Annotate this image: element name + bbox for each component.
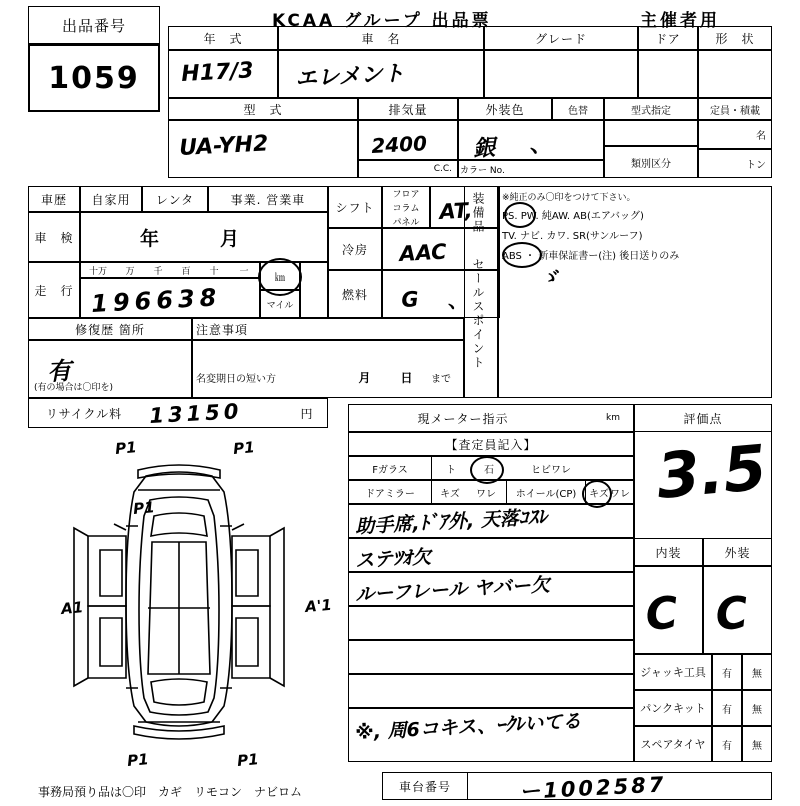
mileage-digit-0: 十万 xyxy=(88,266,107,277)
tool-yes-2: 有 xyxy=(722,740,732,752)
diagram-mark-3: A1 xyxy=(60,598,84,618)
row1-year-header-label: 年 式 xyxy=(203,31,243,46)
interior-label: 内装 xyxy=(655,545,682,560)
meter-note-1: ステﾂｵ欠 xyxy=(354,546,432,573)
ac-value: AAC xyxy=(398,239,448,266)
glass-opt-0: ト xyxy=(446,464,456,476)
row1-name-header-label: 車 名 xyxy=(361,31,401,46)
history-h2-label: 自家用 xyxy=(91,192,131,207)
lot-number-value: 1059 xyxy=(48,60,140,96)
mileage-digit-4: 十 xyxy=(209,266,219,277)
equipment-line-2: TV. ナビ. カワ. SR(サンルーフ) xyxy=(502,230,643,242)
grade-title: 評価点 xyxy=(683,411,723,426)
tool-label-1: パンクキット xyxy=(640,702,706,715)
note-line-6 xyxy=(348,674,634,708)
diagram-mark-5: P1 xyxy=(126,750,150,770)
tool-label-2: スペアタイヤ xyxy=(640,738,706,751)
shift-panel-label: パネル xyxy=(392,217,420,228)
history-h4-label: 事業. 営業車 xyxy=(230,192,306,207)
fuel-stroke: 、 xyxy=(448,288,468,312)
fuel-value: G xyxy=(400,287,420,312)
inspection-month-label: 月 xyxy=(219,227,240,250)
note-line-4 xyxy=(348,606,634,640)
model-value: UA-YH2 xyxy=(178,131,269,161)
mileage-digit-3: 百 xyxy=(181,266,191,277)
exterior-color-value: 銀 xyxy=(472,135,496,163)
lot-number-label: 出品番号 xyxy=(61,16,126,35)
capacity-ton-unit: トン xyxy=(746,160,766,171)
mileage-digit-5: 一 xyxy=(239,266,249,277)
color-no-label: カラー No. xyxy=(460,165,505,176)
mileage-label: 走 行 xyxy=(34,283,74,298)
diagram-footer: 事務局預り品は〇印 カギ リモコン ナビロム xyxy=(38,784,303,799)
equipment-note: ※純正のみ〇印をつけて下さい。 xyxy=(502,192,636,203)
ps-circle-mark xyxy=(504,202,536,228)
row2-model-header-label: 型 式 xyxy=(243,102,283,117)
row1-door-value-cell xyxy=(638,50,698,98)
meter-title: 現メーター指示 xyxy=(417,411,509,426)
mileage-value: 196638 xyxy=(90,283,223,318)
diagram-mark-6: P1 xyxy=(236,750,260,770)
history-h3-label: レンタ xyxy=(155,192,195,207)
equipment-hand-mark: ゞ xyxy=(538,264,560,291)
diagram-mark-2: P1 xyxy=(132,498,156,518)
row2-color-header-label: 外装色 xyxy=(485,102,525,117)
mirror-opt-0: キズ xyxy=(440,488,460,500)
row2-typespec-header-label: 型式指定 xyxy=(631,105,671,117)
mileage-digit-1: 万 xyxy=(125,266,135,277)
inspection-value-cell xyxy=(80,212,328,262)
type-class-label: 類別区分 xyxy=(631,158,671,170)
cc-label: C.C. xyxy=(433,164,452,174)
mileage-tail-cell xyxy=(300,262,328,318)
chassis-label: 車台番号 xyxy=(398,779,451,794)
meter-note-2: ルーフレール ヤバー欠 xyxy=(354,573,551,607)
exterior-value: C xyxy=(713,587,751,641)
diagram-mark-0: P1 xyxy=(114,438,138,458)
mileage-digit-2: 千 xyxy=(153,266,163,277)
exterior-color-stroke: 、 xyxy=(530,133,553,158)
glass-opt-2: ヒビワレ xyxy=(531,464,571,476)
tool-no-1: 無 xyxy=(752,704,762,716)
abs-circle-mark xyxy=(502,242,542,268)
shift-floor-label: フロア xyxy=(392,189,420,200)
history-h1-label: 車歴 xyxy=(40,192,67,207)
wheel-label: ホイール(CP) xyxy=(515,488,577,500)
row2-colorchange-header-label: 色替 xyxy=(568,105,588,117)
mileage-unit-mile: マイル xyxy=(266,300,294,311)
wheel-opt-1: ワレ xyxy=(610,488,630,500)
row1-grade-value-cell xyxy=(484,50,638,98)
km-circle-mark xyxy=(258,258,302,296)
row2-capacity-header-label: 定員・積載 xyxy=(710,105,760,117)
equipment-line-3: ABS ・ 新車保証書ー(注) 後日送りのみ xyxy=(502,250,680,262)
row2-displacement-header-label: 排気量 xyxy=(388,102,428,117)
inspection-label: 車 検 xyxy=(34,230,74,245)
row1-shape-value-cell xyxy=(698,50,772,98)
recycle-label: リサイクル料 xyxy=(45,406,123,421)
caution-label: 注意事項 xyxy=(196,322,249,337)
sales-point-side-label: セールスポイント xyxy=(471,258,485,370)
interior-value: C xyxy=(643,587,681,641)
chassis-value: ー1002587 xyxy=(518,772,667,805)
recycle-unit: 円 xyxy=(300,406,314,421)
meter-subtitle: 【査定員記入】 xyxy=(445,437,537,452)
row1-shape-header-label: 形 状 xyxy=(715,31,755,46)
diagram-mark-1: P1 xyxy=(232,438,256,458)
shift-column-label: コラム xyxy=(392,203,420,214)
mirror-label: ドアミラー xyxy=(365,488,415,500)
tool-no-0: 無 xyxy=(752,668,762,680)
sheet-title: KCAA グループ 出品票 xyxy=(272,11,492,31)
meter-unit: km xyxy=(606,413,620,423)
shift-value: AT, xyxy=(438,198,474,224)
capacity-person-unit: 名 xyxy=(756,131,766,142)
meter-note-0: 助手席,ﾄﾞｱ外, 天落ｺｽﾚ xyxy=(354,505,548,539)
repair-value: 有 xyxy=(46,356,72,387)
equipment-side-label: 装備品 xyxy=(471,192,485,234)
car-name-value: エレメント xyxy=(294,61,406,93)
shift-label: シフト xyxy=(335,200,375,215)
name-change-label: 名変期日の短い方 xyxy=(196,373,276,385)
meter-bottom-note: ※, 周6コキス、ｰｸﾚいてる xyxy=(354,710,582,745)
row2-typespec-value-cell xyxy=(604,120,698,146)
organizer-label: 主催者用 xyxy=(640,11,720,31)
glass-label: Fガラス xyxy=(372,464,408,476)
name-change-day: 日 xyxy=(400,370,414,385)
mileage-unit-km: ㎞ xyxy=(275,272,285,284)
inspection-year-label: 年 xyxy=(139,227,160,250)
tool-label-0: ジャッキ工具 xyxy=(640,666,706,679)
tool-yes-1: 有 xyxy=(722,704,732,716)
equipment-line-1: PS. PW. 純AW. AB(エアバッグ) xyxy=(502,210,644,222)
name-change-until: まで xyxy=(431,373,451,385)
note-line-5 xyxy=(348,640,634,674)
year-value: H17/3 xyxy=(180,58,255,87)
recycle-value: 13150 xyxy=(148,399,243,428)
glass-opt-1: 石 xyxy=(484,464,494,476)
name-change-month: 月 xyxy=(358,370,372,385)
ac-label: 冷房 xyxy=(341,242,368,257)
car-diagram xyxy=(34,430,324,750)
repair-note: (有の場合は〇印を) xyxy=(34,382,114,393)
wheel-opt-0: キズ xyxy=(589,488,609,500)
repair-label: 修復歴 箇所 xyxy=(75,322,145,337)
grade-value: 3.5 xyxy=(653,430,770,513)
exterior-label: 外装 xyxy=(724,545,751,560)
row1-grade-header-label: グレード xyxy=(534,31,587,46)
mirror-opt-1: ワレ xyxy=(476,488,496,500)
diagram-mark-4: A'1 xyxy=(304,595,333,616)
displacement-value: 2400 xyxy=(370,131,428,158)
fuel-label: 燃料 xyxy=(341,287,368,302)
tool-no-2: 無 xyxy=(752,740,762,752)
row1-door-header-label: ドア xyxy=(655,31,681,46)
tool-yes-0: 有 xyxy=(722,668,732,680)
